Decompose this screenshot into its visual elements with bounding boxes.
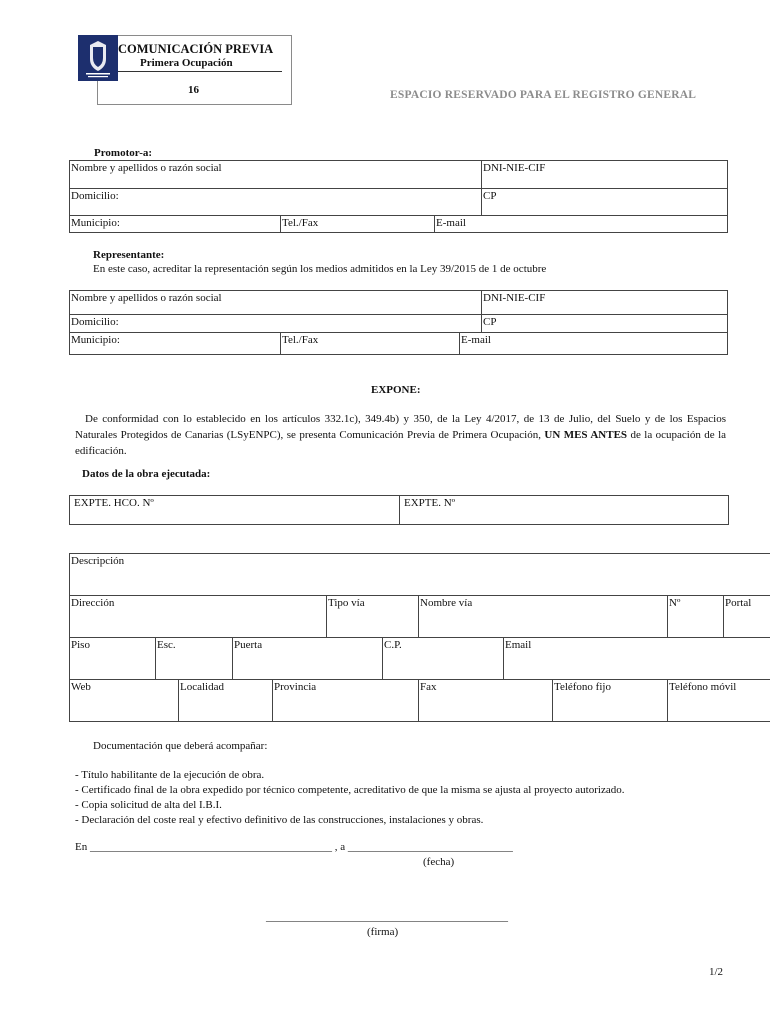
promotor-tel-field[interactable] — [281, 216, 435, 233]
expediente-table — [69, 495, 729, 525]
direccion-label: Dirección — [71, 597, 115, 609]
documentacion-heading: Documentación que deberá acompañar: — [93, 740, 268, 752]
descripcion-label: Descripción — [71, 555, 125, 567]
piso-field[interactable] — [70, 638, 156, 680]
representante-domicilio-label: Domicilio: — [71, 316, 119, 328]
promotor-municipio-field[interactable] — [70, 216, 281, 233]
form-code: 16 — [188, 84, 199, 96]
cp-label: C.P. — [384, 639, 402, 651]
promotor-tel-label: Tel./Fax — [282, 217, 319, 229]
representante-dni-field[interactable] — [482, 291, 728, 315]
tipo-via-label: Tipo vía — [328, 597, 365, 609]
representante-table — [69, 290, 728, 355]
expte-hco-field[interactable] — [70, 496, 400, 525]
representante-municipio-label: Municipio: — [71, 334, 120, 346]
promotor-name-field[interactable] — [70, 161, 482, 189]
expte-label: EXPTE. Nº — [404, 497, 456, 509]
firma-label: (firma) — [367, 926, 399, 938]
expone-text-a: De conformidad con lo establecido en los artículos 332.1c), 349.4b) y 350, de la Ley 4/2017, de 13 de Julio, del Suelo y de los Espacios Naturales Protegidos de Canarias (LSyENPC), se presenta Comunicación Previa de Primera Ocupación, — [75, 413, 726, 441]
numero-label: Nº — [669, 597, 681, 609]
provincia-field[interactable] — [273, 680, 419, 722]
expone-paragraph — [75, 411, 726, 459]
place-date-line[interactable]: En ____________________________________________ , a ______________________________ — [75, 841, 513, 853]
puerta-field[interactable] — [233, 638, 383, 680]
signature-line[interactable]: ____________________________________________ — [266, 911, 508, 923]
representante-tel-label: Tel./Fax — [282, 334, 319, 346]
expte-hco-label: EXPTE. HCO. Nº — [74, 497, 154, 509]
nombre-via-label: Nombre vía — [420, 597, 473, 609]
obra-heading: Datos de la obra ejecutada: — [82, 468, 211, 480]
documentacion-list — [75, 768, 624, 828]
obra-table — [69, 553, 770, 722]
header-divider — [118, 71, 282, 72]
representante-heading: Representante: — [93, 249, 165, 261]
esc-label: Esc. — [157, 639, 176, 651]
list-item: - Copia solicitud de alta del I.B.I. — [75, 799, 222, 811]
form-title: COMUNICACIÓN PREVIA — [118, 42, 274, 56]
web-label: Web — [71, 681, 91, 693]
representante-tel-field[interactable] — [281, 333, 460, 355]
web-field[interactable] — [70, 680, 179, 722]
promotor-domicilio-field[interactable] — [70, 189, 482, 216]
email-field[interactable] — [504, 638, 770, 680]
promotor-dni-label: DNI-NIE-CIF — [483, 162, 546, 174]
nombre-via-field[interactable] — [419, 596, 668, 638]
numero-field[interactable] — [668, 596, 724, 638]
promotor-cp-label: CP — [483, 190, 497, 202]
representante-cp-field[interactable] — [482, 315, 728, 333]
representante-name-label: Nombre y apellidos o razón social — [71, 292, 222, 304]
direccion-field[interactable] — [70, 596, 327, 638]
promotor-cp-field[interactable] — [482, 189, 728, 216]
promotor-name-label: Nombre y apellidos o razón social — [71, 162, 222, 174]
list-item: - Título habilitante de la ejecución de obra. — [75, 769, 265, 781]
representante-note: En este caso, acreditar la representación según los medios admitidos en la Ley 39/2015 de 1 de octubre — [93, 263, 547, 275]
list-item: - Declaración del coste real y efectivo definitivo de las construcciones, instalaciones y obras. — [75, 814, 484, 826]
page-number: 1/2 — [709, 966, 724, 978]
telefono-movil-label: Teléfono móvil — [669, 681, 737, 693]
telefono-movil-field[interactable] — [668, 680, 770, 722]
localidad-label: Localidad — [180, 681, 224, 693]
provincia-label: Provincia — [274, 681, 317, 693]
portal-field[interactable] — [724, 596, 770, 638]
fax-label: Fax — [420, 681, 437, 693]
representante-municipio-field[interactable] — [70, 333, 281, 355]
fecha-label: (fecha) — [423, 856, 455, 868]
promotor-email-field[interactable] — [435, 216, 728, 233]
puerta-label: Puerta — [234, 639, 263, 651]
fax-field[interactable] — [419, 680, 553, 722]
expone-text-b: de la ocupación de la edificación. — [75, 429, 727, 457]
portal-label: Portal — [725, 597, 752, 609]
representante-dni-label: DNI-NIE-CIF — [483, 292, 546, 304]
promotor-email-label: E-mail — [436, 217, 466, 229]
representante-name-field[interactable] — [70, 291, 482, 315]
telefono-fijo-field[interactable] — [553, 680, 668, 722]
email-label: Email — [505, 639, 532, 651]
promotor-table — [69, 160, 728, 233]
promotor-domicilio-label: Domicilio: — [71, 190, 119, 202]
promotor-heading: Promotor-a: — [94, 147, 153, 159]
municipality-logo — [78, 35, 118, 81]
cp-field[interactable] — [383, 638, 504, 680]
representante-email-label: E-mail — [461, 334, 491, 346]
registry-reserved-text: ESPACIO RESERVADO PARA EL REGISTRO GENERAL — [390, 89, 697, 101]
expone-deadline: UN MES ANTES — [544, 429, 628, 441]
descripcion-field[interactable] — [70, 554, 770, 596]
promotor-municipio-label: Municipio: — [71, 217, 120, 229]
localidad-field[interactable] — [179, 680, 273, 722]
esc-field[interactable] — [156, 638, 233, 680]
expone-heading: EXPONE: — [371, 384, 421, 396]
form-subtitle: Primera Ocupación — [140, 57, 233, 69]
list-item: - Certificado final de la obra expedido por técnico competente, acreditativo de que la misma se ajusta al proyecto autorizado. — [75, 784, 625, 796]
expte-field[interactable] — [400, 496, 729, 525]
representante-cp-label: CP — [483, 316, 497, 328]
piso-label: Piso — [71, 639, 90, 651]
promotor-dni-field[interactable] — [482, 161, 728, 189]
telefono-fijo-label: Teléfono fijo — [554, 681, 611, 693]
representante-domicilio-field[interactable] — [70, 315, 482, 333]
tipo-via-field[interactable] — [327, 596, 419, 638]
representante-email-field[interactable] — [460, 333, 728, 355]
